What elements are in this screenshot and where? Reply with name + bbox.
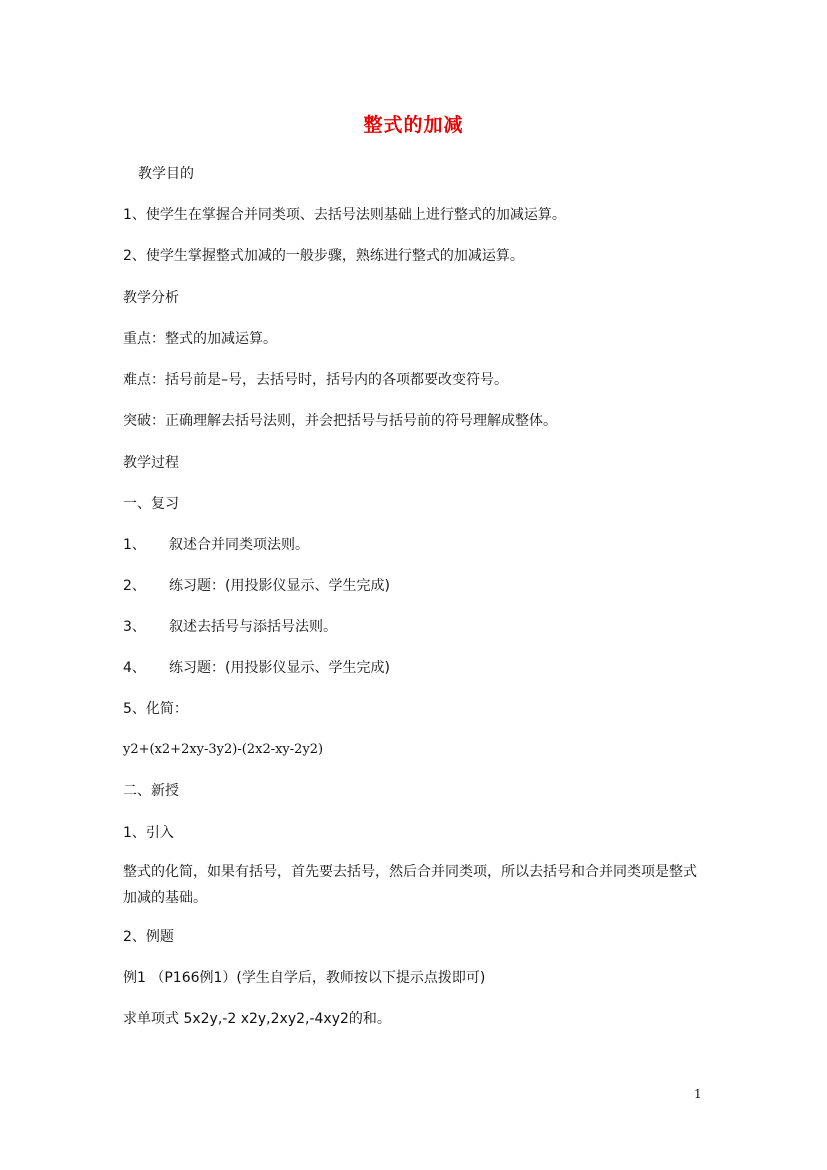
objective-2: 2、使学生掌握整式加减的一般步骤，熟练进行整式的加减运算。 bbox=[123, 248, 524, 264]
review-item bbox=[123, 534, 309, 556]
page-number: 1 bbox=[694, 1087, 702, 1101]
section-analysis: 教学分析 bbox=[123, 290, 179, 306]
section-process: 教学过程 bbox=[123, 455, 179, 471]
review-item-number: 4、 bbox=[123, 660, 146, 676]
key-point: 重点：整式的加减运算。 bbox=[123, 331, 277, 347]
review-item-text: 叙述去括号与添括号法则。 bbox=[169, 619, 337, 635]
math-expression: y2+(x2+2xy-3y2)-(2x2-xy-2y2) bbox=[123, 742, 324, 757]
example-1: 例1 （P166例1）(学生自学后，教师按以下提示点拨即可) bbox=[123, 970, 486, 986]
simplify-label: 5、化简： bbox=[123, 701, 188, 717]
section-objectives: 教学目的 bbox=[138, 166, 194, 182]
breakthrough: 突破：正确理解去括号法则，并会把括号与括号前的符号理解成整体。 bbox=[123, 413, 557, 429]
review-item bbox=[123, 657, 390, 679]
objective-1: 1、使学生在掌握合并同类项、去括号法则基础上进行整式的加减运算。 bbox=[123, 207, 566, 223]
review-item-text: 练习题：(用投影仪显示、学生完成) bbox=[169, 578, 390, 594]
document-title: 整式的加减 bbox=[363, 114, 464, 136]
review-item bbox=[123, 575, 390, 597]
review-item-text: 叙述合并同类项法则。 bbox=[169, 537, 309, 553]
example-1-task: 求单项式 5x2y,-2 x2y,2xy2,-4xy2的和。 bbox=[123, 1011, 391, 1027]
part-review: 一、复习 bbox=[123, 496, 179, 512]
intro-heading: 1、引入 bbox=[123, 825, 174, 841]
review-item-number: 1、 bbox=[123, 537, 146, 553]
review-item-number: 2、 bbox=[123, 578, 146, 594]
intro-paragraph: 整式的化简，如果有括号，首先要去括号，然后合并同类项，所以去括号和合并同类项是整式加减的基础。 bbox=[123, 864, 697, 906]
part-new-lesson: 二、新授 bbox=[123, 783, 179, 799]
examples-heading: 2、例题 bbox=[123, 929, 174, 945]
review-item bbox=[123, 616, 337, 638]
difficulty: 难点：括号前是–号，去括号时，括号内的各项都要改变符号。 bbox=[123, 372, 508, 388]
review-item-text: 练习题：(用投影仪显示、学生完成) bbox=[169, 660, 390, 676]
review-item-number: 3、 bbox=[123, 619, 146, 635]
